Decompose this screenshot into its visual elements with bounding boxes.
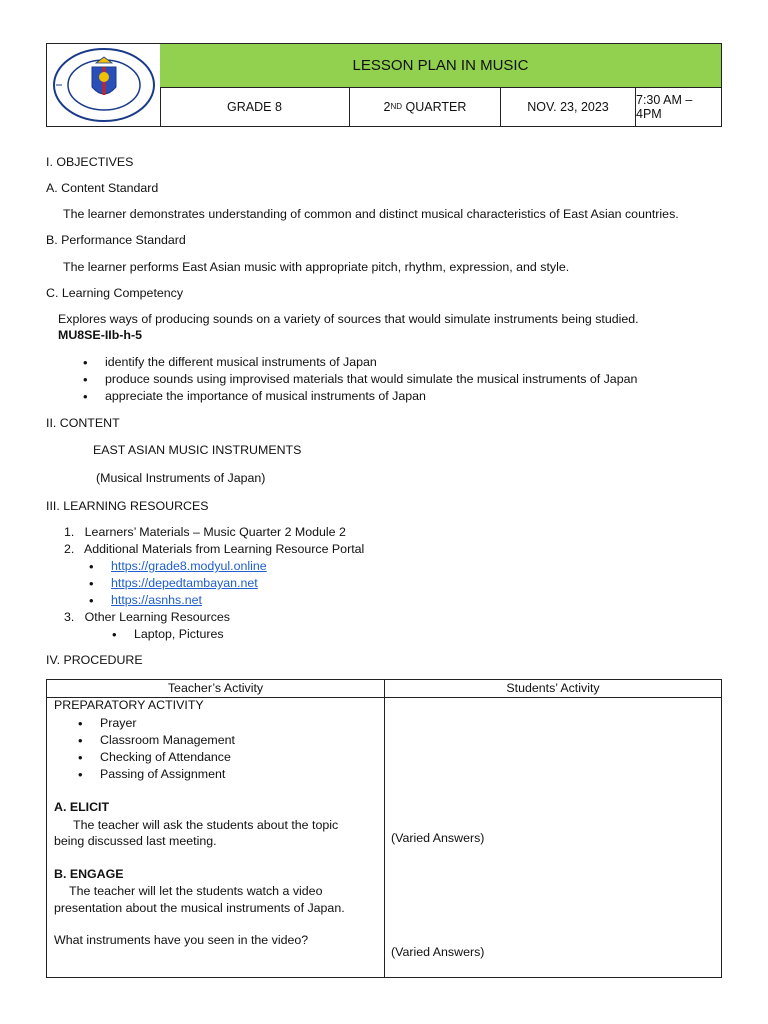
column-divider — [384, 680, 385, 977]
elicit-answer: (Varied Answers) — [391, 831, 485, 845]
competency-text: Explores ways of producing sounds on a variety of sources that would simulate instruments being studied. — [58, 312, 639, 326]
resource-link-item — [111, 576, 258, 590]
grade-text: GRADE 8 — [227, 100, 282, 114]
resource-link-item — [111, 593, 202, 607]
competency-code: MU8SE-IIb-h-5 — [58, 328, 142, 342]
preparatory-activity-label: PREPARATORY ACTIVITY — [54, 698, 204, 712]
lesson-title: LESSON PLAN IN MUSIC — [352, 57, 529, 74]
performance-standard-label: B. Performance Standard — [46, 233, 186, 247]
procedure-heading: IV. PROCEDURE — [46, 653, 143, 667]
teacher-activity-header: Teacher’s Activity — [167, 681, 264, 695]
deped-seal-logo — [52, 47, 156, 123]
date-text: NOV. 23, 2023 — [527, 100, 609, 114]
prep-item: • Classroom Management — [100, 733, 235, 747]
quarter-cell: 2 ND QUARTER — [350, 88, 501, 126]
elicit-text-line-1: The teacher will ask the students about the topic — [73, 818, 339, 832]
logo-cell — [47, 44, 161, 126]
engage-text-line-1: The teacher will let the students watch a video — [69, 884, 323, 898]
engage-text-line-2: presentation about the musical instruments of Japan. — [54, 901, 345, 915]
content-standard-text: The learner demonstrates understanding of common and distinct musical characteristics of East Asian countries. — [63, 207, 679, 221]
prep-item: • Passing of Assignment — [100, 767, 225, 781]
grade-cell — [160, 88, 350, 126]
resource-item-1: 1. Learners’ Materials – Music Quarter 2 Module 2 — [64, 525, 346, 539]
header-table — [46, 43, 722, 127]
other-resources-text: • Laptop, Pictures — [134, 627, 224, 641]
procedure-table — [46, 679, 722, 978]
resource-link[interactable]: https://grade8.modyul.online — [111, 559, 267, 573]
performance-standard-text: The learner performs East Asian music with appropriate pitch, rhythm, expression, and style. — [63, 260, 570, 274]
elicit-label: A. ELICIT — [54, 800, 110, 814]
resource-item-2: 2. Additional Materials from Learning Resource Portal — [64, 542, 365, 556]
lesson-title-cell — [160, 44, 721, 88]
content-subtitle: (Musical Instruments of Japan) — [96, 471, 266, 485]
objective-bullet: • identify the different musical instruments of Japan — [105, 355, 377, 369]
resources-heading: III. LEARNING RESOURCES — [46, 499, 209, 513]
students-activity-header: Students’ Activity — [506, 681, 600, 695]
content-heading: II. CONTENT — [46, 416, 120, 430]
resource-link[interactable]: https://asnhs.net — [111, 593, 202, 607]
resource-item-3: 3. Other Learning Resources — [64, 610, 230, 624]
competency-label: C. Learning Competency — [46, 286, 184, 300]
objective-bullet: • produce sounds using improvised materials that would simulate the musical instruments of Japan — [105, 372, 637, 386]
prep-item: • Prayer — [100, 716, 137, 730]
time-text: 7:30 AM – 4PM — [636, 93, 693, 121]
engage-label: B. ENGAGE — [54, 867, 124, 881]
content-standard-label: A. Content Standard — [46, 181, 159, 195]
resource-link-item — [111, 559, 267, 573]
quarter-word: QUARTER — [402, 100, 467, 114]
header-info-row — [160, 88, 721, 126]
prep-item: • Checking of Attendance — [100, 750, 231, 764]
content-title: EAST ASIAN MUSIC INSTRUMENTS — [93, 443, 302, 457]
quarter-number: 2 — [383, 100, 391, 114]
elicit-text-line-2: being discussed last meeting. — [54, 834, 217, 848]
resource-link[interactable]: https://depedtambayan.net — [111, 576, 258, 590]
engage-answer: (Varied Answers) — [391, 945, 485, 959]
objectives-heading: I. OBJECTIVES — [46, 155, 134, 169]
date-cell — [501, 88, 636, 126]
time-cell — [636, 88, 721, 126]
engage-question: What instruments have you seen in the video? — [54, 933, 309, 947]
objective-bullet: • appreciate the importance of musical instruments of Japan — [105, 389, 426, 403]
